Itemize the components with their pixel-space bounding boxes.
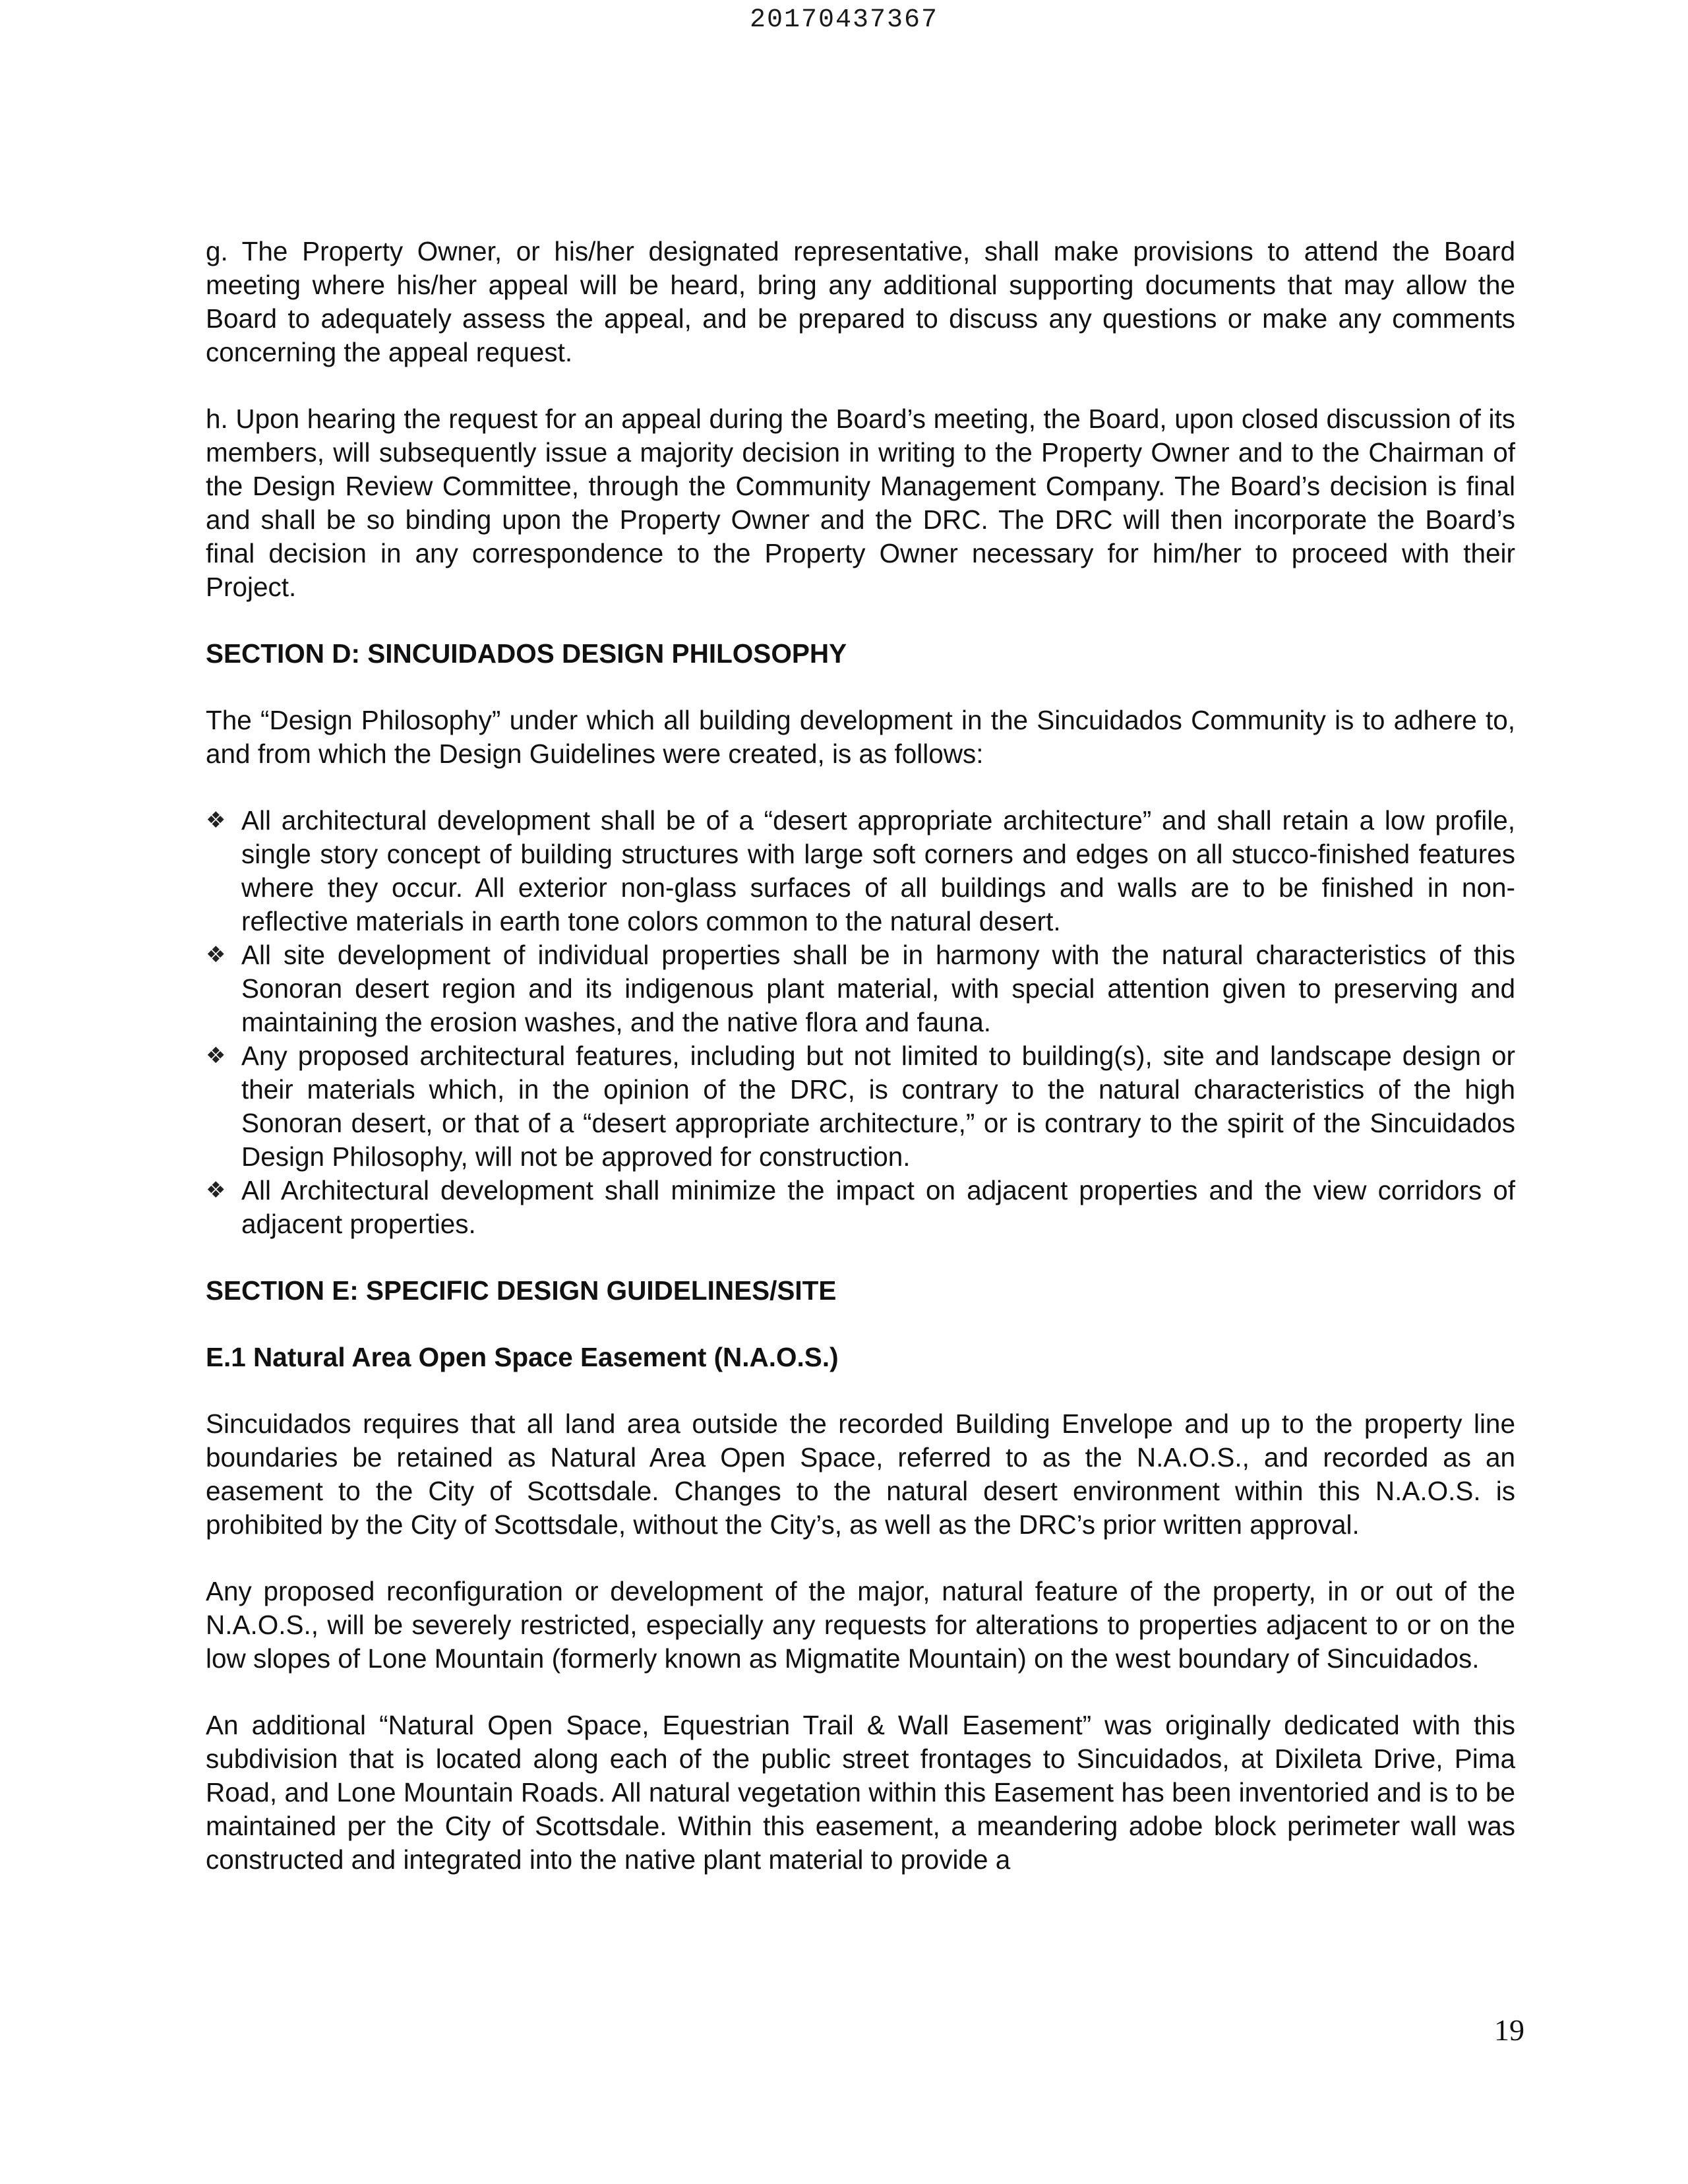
- diamond-dots-icon: ❖: [206, 1178, 226, 1203]
- list-item-text: All Architectural development shall minimize the impact on adjacent properties and the view corridors of adjacent properties.: [241, 1175, 1515, 1239]
- list-item: [206, 938, 1515, 1039]
- diamond-dots-icon: ❖: [206, 1043, 226, 1068]
- list-item: [206, 1174, 1515, 1241]
- document-number: 20170437367: [749, 5, 939, 35]
- diamond-dots-icon: ❖: [206, 942, 226, 967]
- list-item-text: All site development of individual properties shall be in harmony with the natural characteristics of this Sonoran desert region and its indigenous plant material, with special attention given to preserving and maintaining the erosion washes, and the native flora and fauna.: [241, 940, 1515, 1037]
- section-e-heading: SECTION E: SPECIFIC DESIGN GUIDELINES/SITE: [206, 1275, 837, 1306]
- naos-paragraph-2: Any proposed reconfiguration or development of the major, natural feature of the property, in or out of the N.A.O.S., will be severely restricted, especially any requests for alterations to properties adjacent to or on the low slopes of Lone Mountain (formerly known as Migmatite Mountain) on the west boundary of Sincuidados.: [206, 1576, 1515, 1674]
- page-content: [206, 235, 1515, 1910]
- design-philosophy-list: [206, 804, 1515, 1241]
- section-d-heading: SECTION D: SINCUIDADOS DESIGN PHILOSOPHY: [206, 638, 847, 669]
- list-item: [206, 804, 1515, 938]
- naos-paragraph-1: Sincuidados requires that all land area outside the recorded Building Envelope and up to the property line boundaries be retained as Natural Area Open Space, referred to as the N.A.O.S., and recorded as an easement to the City of Scottsdale. Changes to the natural desert environment within this N.A.O.S. is prohibited by the City of Scottsdale, without the City’s, as well as the DRC’s prior written approval.: [206, 1409, 1515, 1540]
- list-item: [206, 1039, 1515, 1174]
- diamond-dots-icon: ❖: [206, 808, 226, 833]
- page-number: 19: [1494, 2013, 1524, 2047]
- naos-paragraph-3: An additional “Natural Open Space, Equestrian Trail & Wall Easement” was originally dedicated with this subdivision that is located along each of the public street frontages to Sincuidados, at Dixileta Drive, Pima Road, and Lone Mountain Roads. All natural vegetation within this Easement has been inventoried and is to be maintained per the City of Scottsdale. Within this easement, a meandering adobe block perimeter wall was constructed and integrated into the native plant material to provide a: [206, 1710, 1515, 1875]
- paragraph-h: h. Upon hearing the request for an appeal during the Board’s meeting, the Board, upon closed discussion of its members, will subsequently issue a majority decision in writing to the Property Owner and to the Chairman of the Design Review Committee, through the Community Management Company. The Board’s decision is final and shall be so binding upon the Property Owner and the DRC. The DRC will then incorporate the Board’s final decision in any correspondence to the Property Owner necessary for him/her to proceed with their Project.: [206, 404, 1515, 602]
- section-e1-subheading: E.1 Natural Area Open Space Easement (N.A.O.S.): [206, 1342, 839, 1372]
- list-item-text: All architectural development shall be of a “desert appropriate architecture” and shall retain a low profile, single story concept of building structures with large soft corners and edges on all stucco-finished features where they occur. All exterior non-glass surfaces of all buildings and walls are to be finished in non-reflective materials in earth tone colors common to the natural desert.: [241, 805, 1515, 936]
- paragraph-g: g. The Property Owner, or his/her designated representative, shall make provisions to attend the Board meeting where his/her appeal will be heard, bring any additional supporting documents that may allow the Board to adequately assess the appeal, and be prepared to discuss any questions or make any comments concerning the appeal request.: [206, 236, 1515, 367]
- section-d-intro: The “Design Philosophy” under which all building development in the Sincuidados Community is to adhere to, and from which the Design Guidelines were created, is as follows:: [206, 705, 1515, 769]
- list-item-text: Any proposed architectural features, including but not limited to building(s), site and landscape design or their materials which, in the opinion of the DRC, is contrary to the natural characteristics of the high Sonoran desert, or that of a “desert appropriate architecture,” or is contrary to the spirit of the Sincuidados Design Philosophy, will not be approved for construction.: [241, 1041, 1515, 1172]
